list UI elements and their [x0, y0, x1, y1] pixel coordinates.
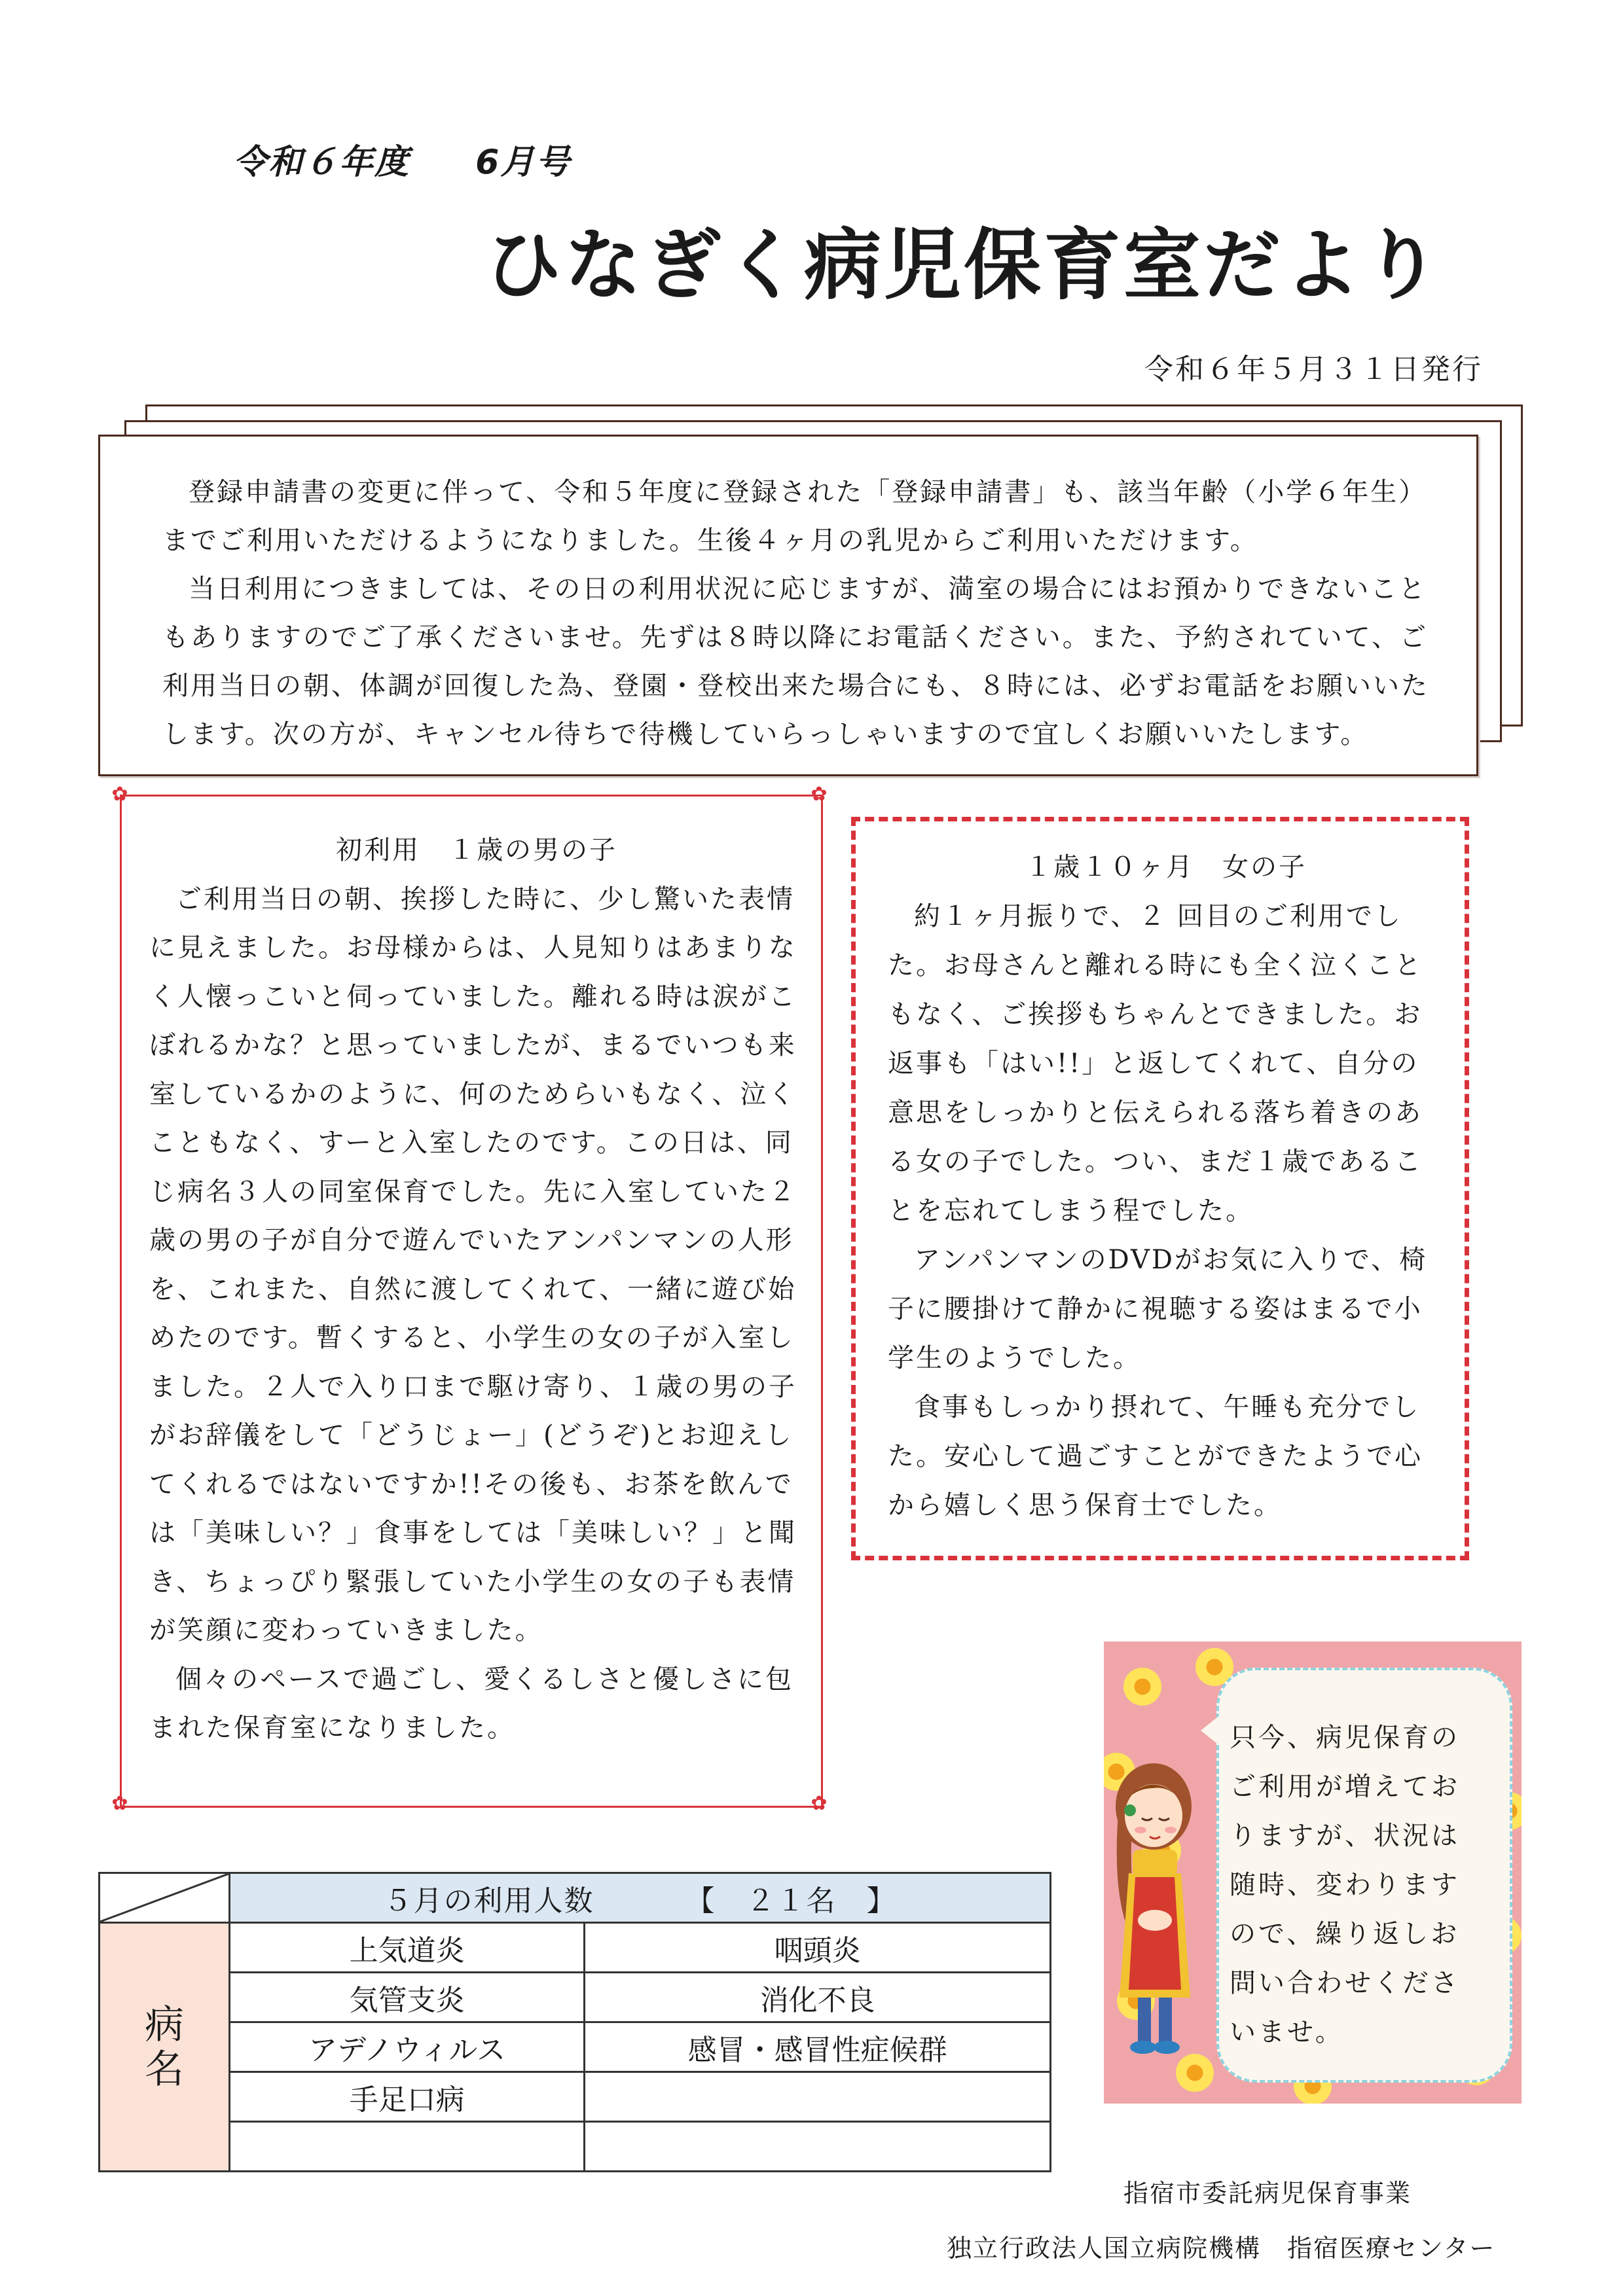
usage-count: 【 ２１名 】 — [685, 1884, 897, 1918]
table-row — [100, 2072, 1051, 2122]
bubble-line: 只今、病児保育の — [1230, 1723, 1460, 1753]
left-story-paragraph: ご利用当日の朝、挨拶した時に、少し驚いた表情に見えました。お母様からは、人見知りはあまりなく人懐っこいと伺っていました。離れる時は涙がこぼれるかな？と思っていましたが、まるでいつも来室しているかのように、何のためらいもなく、泣くこともなく、すーと入室したのです。この日は、同じ病名３人の同室保育でした。先に入室していた２歳の男の子が自分で遊んでいたアンパンマンの人形を、これまた、自然に渡してくれて、一緒に遊び始めたのです。暫くすると、小学生の女の子が入室しました。２人で入り口まで駆け寄り、１歳の男の子がお辞儀をして「どうじょー」(どうぞ)とお迎えしてくれるではないですか!!その後も、お茶を飲んでは「美味しい？」食事をしては「美味しい？」と聞き、ちょっぴり緊張していた小学生の女の子も表情が笑顔に変わっていきました。 — [149, 884, 797, 1645]
page-title: ひなぎく病児保育室だより — [484, 220, 1444, 310]
bubble-line: いませ。 — [1230, 2017, 1344, 2047]
right-story-paragraph: 食事もしっかり摂れて、午睡も充分でした。安心して過ごすことができたようで心から嬉しく思う保育士でした。 — [888, 1392, 1423, 1520]
table-cell — [230, 2122, 585, 2172]
bubble-line: ご利用が増えてお — [1230, 1772, 1460, 1802]
diagonal-line — [100, 1874, 228, 1922]
right-story — [888, 843, 1444, 1530]
table-cell — [585, 2072, 1051, 2122]
bubble-line: 問い合わせくださ — [1230, 1968, 1460, 1998]
issue-month: 6月号 — [475, 143, 572, 182]
table-row — [100, 1923, 1051, 1973]
ribbon-icon: ✿ — [811, 783, 828, 806]
table-cell: 咽頭炎 — [585, 1923, 1051, 1973]
table-cell: 消化不良 — [585, 1973, 1051, 2022]
bubble-line: 随時、変わります — [1230, 1870, 1460, 1900]
table-header — [230, 1873, 1051, 1923]
table-row — [100, 2122, 1051, 2172]
flower-icon — [1123, 1668, 1161, 1706]
left-story-heading: 初利用 １歳の男の子 — [336, 835, 617, 865]
left-story-paragraph: 個々のペースで過ごし、愛くるしさと優しさに包まれた保育室になりました。 — [149, 1664, 793, 1743]
table-cell: 手足口病 — [230, 2072, 585, 2122]
issue-line — [233, 134, 571, 183]
speech-bubble-text — [1230, 1713, 1504, 2057]
usage-stats-table — [98, 1872, 1051, 2172]
right-story-paragraph: アンパンマンのDVDがお気に入りで、椅子に腰掛けて静かに視聴する姿はまるで小学生のようでした。 — [888, 1245, 1428, 1373]
speech-bubble-tail — [1201, 1715, 1220, 1746]
bubble-line: りますが、状況は — [1230, 1821, 1460, 1851]
notice-paragraph: 当日利用につきましては、その日の利用状況に応じますが、満室の場合にはお預かりできないこともありますのでご了承くださいませ。先ずは８時以降にお電話ください。また、予約されていて、ご利用当日の朝、体調が回復した為、登園・登校出来た場合にも、８時には、必ずお電話をお願いいたします。次の方が、キャンセル待ちで待機していらっしゃいますので宜しくお願いいたします。 — [162, 574, 1429, 749]
table-cell: 気管支炎 — [230, 1973, 585, 2022]
table-row — [100, 2022, 1051, 2072]
ribbon-icon: ✿ — [811, 1792, 828, 1815]
table-cell — [585, 2122, 1051, 2172]
table-cell: 上気道炎 — [230, 1923, 585, 1973]
table-row — [100, 1873, 1051, 1923]
notice-paragraph: 登録申請書の変更に伴って、令和５年度に登録された「登録申請書」も、該当年齢（小学６年生）までご利用いただけるようになりました。生後４ヶ月の乳児からご利用いただけます。 — [162, 477, 1427, 556]
right-story-paragraph: 約１ヶ月振りで、２ 回目のご利用でした。お母さんと離れる時にも全く泣くこともなく、ご挨拶もちゃんとできました。お返事も「はい!!」と返してくれて、自分の意思をしっかりと伝えられる落ち着きのある女の子でした。つい、まだ１歳であることを忘れてしまう程でした。 — [888, 901, 1423, 1226]
disease-label: 病名 — [145, 2001, 184, 2092]
table-corner — [100, 1873, 230, 1923]
footer-program: 指宿市委託病児保育事業 — [1123, 2179, 1412, 2208]
right-story-heading: １歳１０ヶ月 女の子 — [1025, 852, 1307, 882]
usage-label: ５月の利用人数 — [383, 1884, 594, 1918]
table-row — [100, 1973, 1051, 2022]
bubble-line: ので、繰り返しお — [1230, 1919, 1460, 1949]
publish-date: 令和６年５月３１日発行 — [1144, 353, 1483, 386]
footer-organization: 独立行政法人国立病院機構 指宿医療センター — [947, 2234, 1496, 2263]
disease-row-header — [100, 1923, 230, 2172]
notice-text — [162, 468, 1446, 759]
ribbon-icon: ✿ — [111, 1792, 128, 1815]
table-cell: 感冒・感冒性症候群 — [585, 2022, 1051, 2072]
left-story — [149, 826, 804, 1753]
table-cell: アデノウィルス — [230, 2022, 585, 2072]
nursery-teacher-figure — [1106, 1754, 1198, 2068]
fiscal-year: 令和６年度 — [233, 143, 410, 182]
ribbon-icon: ✿ — [111, 783, 128, 806]
